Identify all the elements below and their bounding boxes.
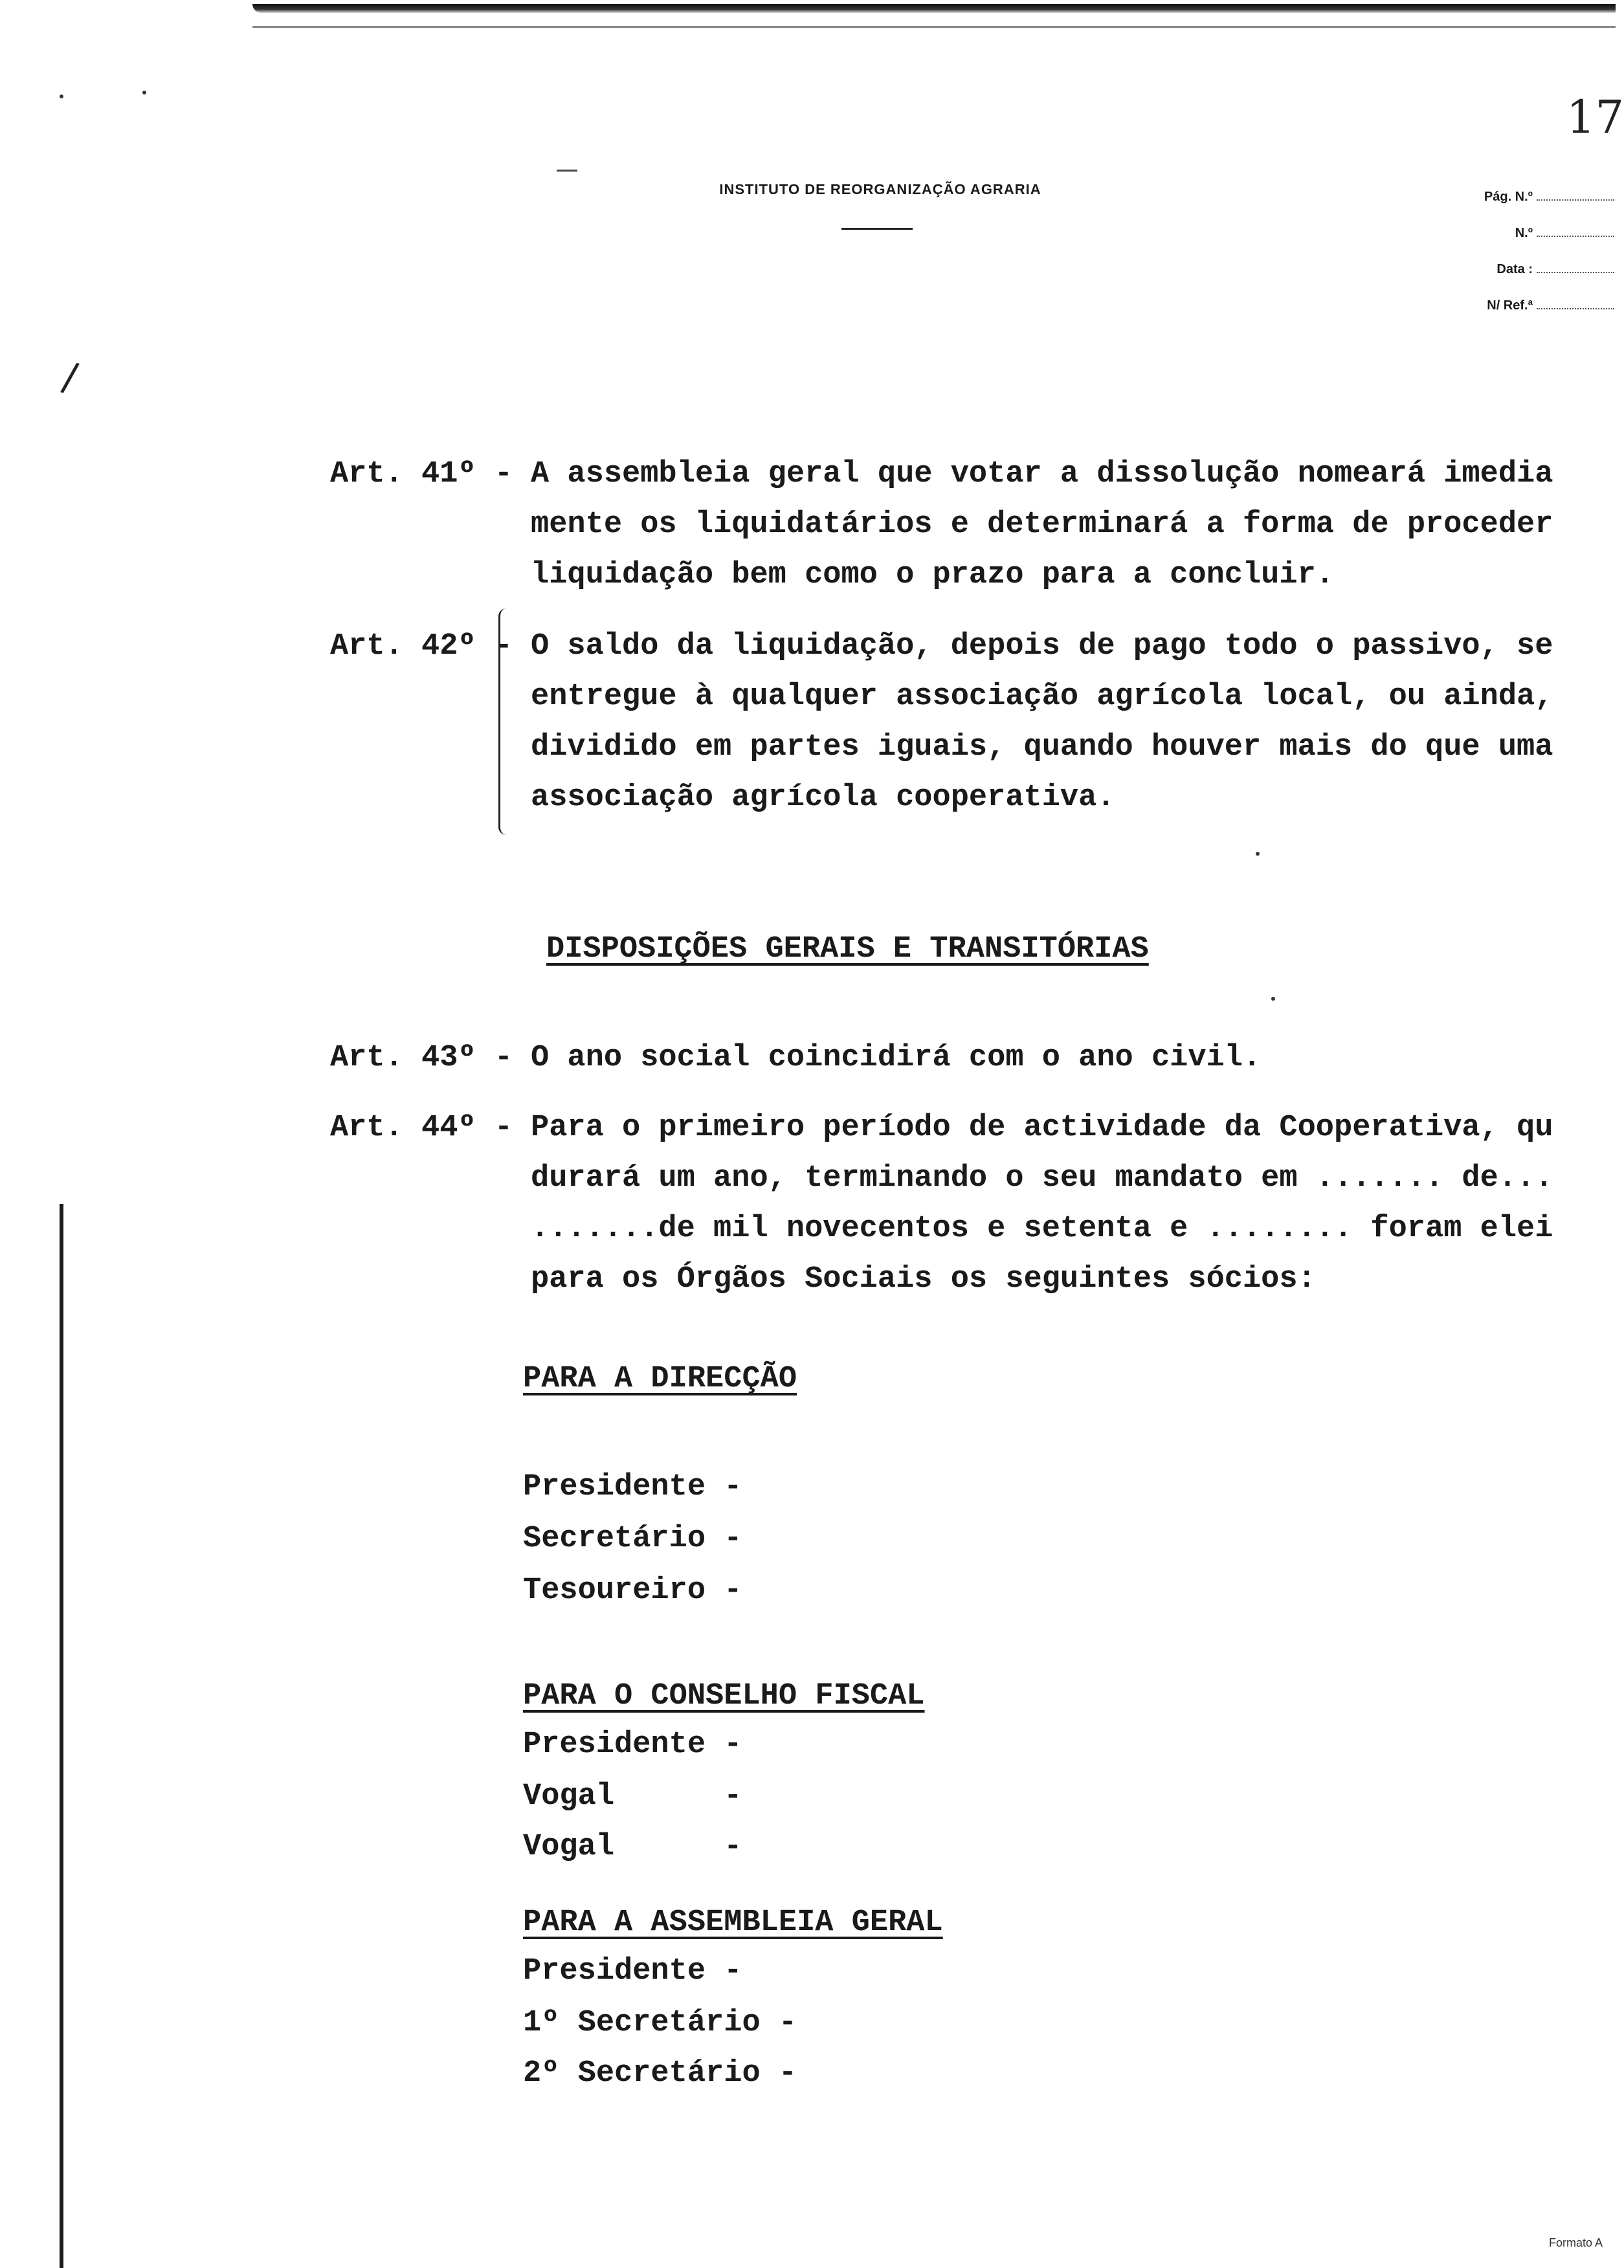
institution-underline	[841, 228, 913, 230]
direction-title: PARA A DIRECÇÃO	[523, 1362, 797, 1396]
field-date: Data :	[1484, 251, 1614, 287]
scan-edge-line	[252, 26, 1616, 28]
article-line: A assembleia geral que votar a dissolução nomeará imedia	[531, 457, 1553, 491]
office-line: Tesoureiro -	[523, 1573, 742, 1608]
office-line: Presidente -	[523, 1954, 742, 1988]
footer-form-mark: Formato A	[1548, 2236, 1603, 2249]
article-line: liquidação bem como o prazo para a concluir.	[531, 558, 1335, 592]
speck	[1271, 997, 1275, 1001]
office-line: Vogal -	[523, 1830, 742, 1864]
field-reference: N/ Ref.ª	[1484, 287, 1614, 324]
article-42	[330, 621, 1553, 815]
speck	[142, 91, 146, 94]
article-label: Art. 43º -	[330, 1041, 513, 1075]
article-line: associação agrícola cooperativa.	[531, 781, 1115, 815]
article-43	[330, 1033, 1262, 1084]
article-41	[330, 449, 1553, 592]
office-line: 2º Secretário -	[523, 2056, 797, 2091]
scan-edge-bar	[252, 4, 1616, 13]
article-44	[330, 1103, 1553, 1296]
field-number: N.º	[1484, 215, 1614, 251]
handwritten-page-number: 17	[1566, 91, 1624, 144]
article-line: para os Órgãos Sociais os seguintes sócios:	[531, 1262, 1316, 1296]
article-line: dividido em partes iguais, quando houver mais do que uma	[531, 730, 1553, 764]
office-line: Presidente -	[523, 1728, 742, 1762]
article-line: O ano social coincidirá com o ano civil.	[531, 1041, 1262, 1075]
article-line: entregue à qualquer associação agrícola local, ou ainda,	[531, 680, 1553, 714]
margin-slash-mark: /	[58, 353, 82, 401]
office-line: Presidente -	[523, 1470, 742, 1504]
article-line: Para o primeiro período de actividade da Cooperativa, qu	[531, 1111, 1553, 1145]
general-assembly-title: PARA A ASSEMBLEIA GERAL	[523, 1906, 943, 1940]
article-label: Art. 41º -	[330, 457, 513, 491]
fiscal-council-title: PARA O CONSELHO FISCAL	[523, 1679, 925, 1713]
section-title: DISPOSIÇÕES GERAIS E TRANSITÓRIAS	[546, 932, 1149, 966]
field-page-number: Pág. N.º	[1484, 179, 1614, 215]
article-label: Art. 42º -	[330, 629, 513, 663]
article-label: Art. 44º -	[330, 1111, 513, 1145]
article-line: .......de mil novecentos e setenta e ........ foram elei	[531, 1212, 1553, 1246]
speck	[60, 94, 63, 98]
reference-fields	[1484, 179, 1614, 324]
speck	[1256, 852, 1260, 856]
article-line: O saldo da liquidação, depois de pago todo o passivo, se	[531, 629, 1553, 663]
office-line: 1º Secretário -	[523, 2006, 797, 2040]
header-dash	[557, 170, 577, 172]
article-line: mente os liquidatários e determinará a forma de proceder	[531, 507, 1553, 542]
office-line: Secretário -	[523, 1522, 742, 1556]
binding-edge-line	[60, 1204, 63, 2268]
institution-name: INSTITUTO DE REORGANIZAÇÃO AGRARIA	[719, 181, 1041, 197]
article-line: durará um ano, terminando o seu mandato em ....... de...	[531, 1161, 1553, 1195]
office-line: Vogal -	[523, 1779, 742, 1814]
